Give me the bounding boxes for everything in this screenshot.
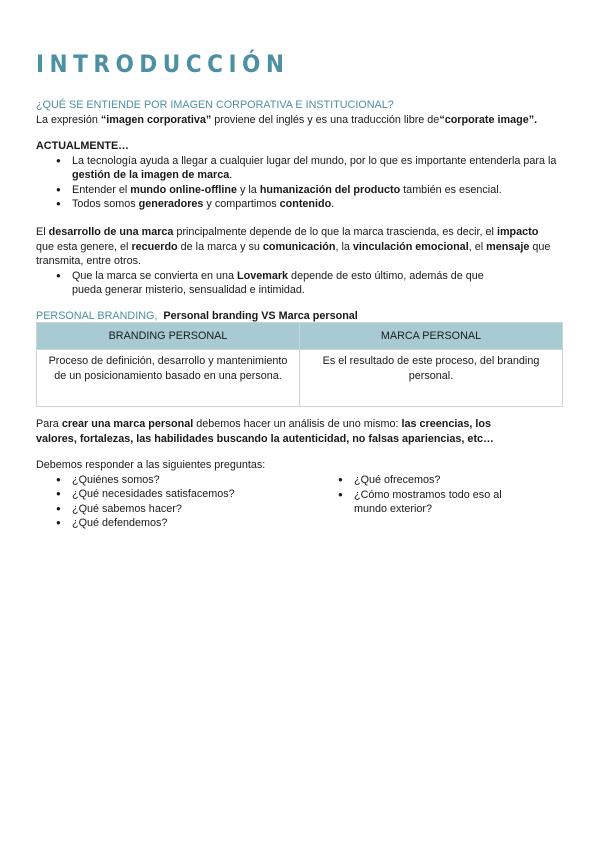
section-subtitle: Personal branding VS Marca personal — [163, 310, 358, 322]
questions-list-right — [318, 473, 564, 517]
list-item: ● Todos somos generadores y compartimos contenido. — [36, 197, 564, 212]
list-item: ● Que la marca se convierta en una Lovemark depende de esto último, además de que pueda generar misterio, sensualidad e intimidad. — [36, 269, 554, 298]
actualmente-block — [36, 139, 564, 212]
crear-paragraph: Para crear una marca personal debemos hacer un análisis de uno mismo: las creencias, los valores, fortalezas, las habilidades buscando la autenticidad, no falsas apariencias, etc… — [36, 418, 494, 445]
comparison-table — [36, 322, 563, 407]
list-item: ● La tecnología ayuda a llegar a cualquier lugar del mundo, por lo que es importante entenderla para la gestión de la imagen de marca. — [36, 154, 564, 183]
list-item: ● ¿Qué sabemos hacer? — [36, 502, 306, 517]
questions-list-left — [36, 473, 306, 531]
page-title: INTRODUCCIÓN — [36, 50, 290, 78]
list-item: ● ¿Qué ofrecemos? — [318, 473, 564, 488]
list-item: ● ¿Cómo mostramos todo eso al mundo exterior? — [318, 488, 564, 517]
intro-block — [36, 98, 564, 127]
desarrollo-block — [36, 225, 554, 298]
list-item: ● ¿Qué necesidades satisfacemos? — [36, 487, 306, 502]
intro-paragraph: La expresión “imagen corporativa” proviene del inglés y es una traducción libre de“corporate image”. — [36, 113, 538, 126]
section-question: ¿QUÉ SE ENTIENDE POR IMAGEN CORPORATIVA E INSTITUCIONAL? — [36, 99, 394, 111]
section-label: PERSONAL BRANDING, — [36, 310, 161, 322]
table-header: MARCA PERSONAL — [300, 323, 563, 350]
questions-block — [36, 458, 564, 531]
list-item: ● ¿Qué defendemos? — [36, 516, 306, 531]
table-cell: Es el resultado de este proceso, del branding personal. — [300, 350, 563, 407]
questions-intro: Debemos responder a las siguientes preguntas: — [36, 459, 266, 471]
desarrollo-paragraph: El desarrollo de una marca principalmente depende de lo que la marca trascienda, es decir, el impacto que esta genere, el recuerdo de la marca y su comunicación, la vinculación emocional, el mensaje que transmita, entre otros. — [36, 226, 551, 268]
table-header: BRANDING PERSONAL — [37, 323, 300, 350]
table-cell: Proceso de definición, desarrollo y mantenimiento de un posicionamiento basado en una persona. — [37, 350, 300, 407]
actualmente-heading: ACTUALMENTE… — [36, 140, 129, 152]
list-item: ● Entender el mundo online-offline y la humanización del producto también es esencial. — [36, 183, 564, 198]
list-item: ● ¿Quiénes somos? — [36, 473, 306, 488]
